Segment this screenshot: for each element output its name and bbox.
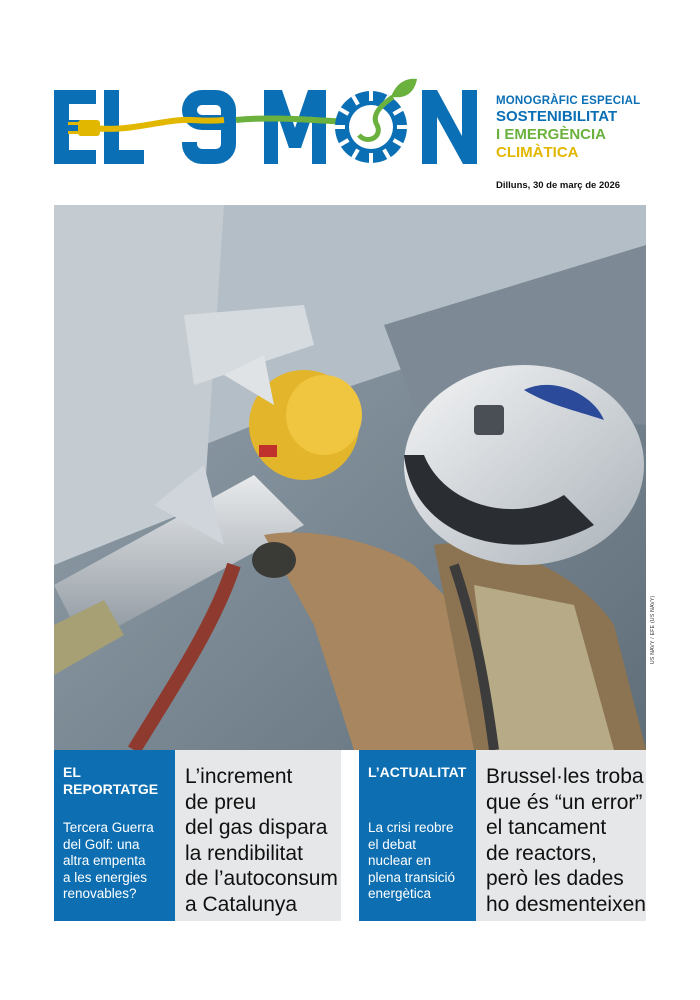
headline-line: de reactors,: [486, 841, 597, 865]
photo-credit: US NAVY / EFE (US NAVY): [650, 595, 656, 664]
actualitat-headline: [486, 764, 646, 917]
headline-line: a Catalunya: [185, 892, 298, 916]
reportatge-sub-line: del Golf: una: [63, 836, 140, 852]
headline-line: la rendibilitat: [185, 841, 303, 865]
headline-line: del gas dispara: [185, 816, 328, 839]
reportatge-sub-line: renovables?: [63, 886, 137, 901]
actualitat-label: L’ACTUALITAT: [368, 764, 467, 780]
actualitat-sub-line: nuclear en: [368, 853, 432, 868]
actualitat-sub-line: energètica: [368, 886, 432, 901]
reportatge-label: [63, 764, 158, 798]
reportatge-subtitle: [63, 820, 154, 903]
headline-line: però les dades: [486, 867, 624, 890]
reportatge-headline-box[interactable]: [175, 750, 341, 921]
reportatge-label-line-1: EL: [63, 764, 81, 780]
reportatge-sub-line: Tercera Guerra: [63, 820, 154, 835]
kicker-line-4: CLIMÀTICA: [496, 144, 579, 161]
reportatge-label-line-2: REPORTATGE: [63, 781, 159, 797]
reportatge-box[interactable]: [54, 750, 175, 921]
headline-line: de preu: [185, 790, 257, 814]
photo-illustration: [54, 205, 646, 750]
actualitat-box[interactable]: [359, 750, 476, 921]
headline-line: ho desmenteixen: [486, 892, 646, 916]
actualitat-sub-line: La crisi reobre: [368, 820, 454, 835]
kicker-line-2: SOSTENIBILITAT: [496, 108, 618, 125]
kicker-line-1: MONOGRÀFIC ESPECIAL: [496, 95, 641, 107]
actualitat-sub-line: plena transició: [368, 869, 456, 885]
reportatge-sub-line: altra empenta: [63, 853, 146, 868]
reportatge-headline: [185, 764, 338, 917]
actualitat-sub-line: el debat: [368, 836, 417, 852]
headline-line: L’increment: [185, 765, 293, 788]
actualitat-subtitle: [368, 820, 455, 903]
headline-line: el tancament: [486, 816, 607, 839]
issue-date: Dilluns, 30 de març de 2026: [496, 180, 621, 191]
masthead: [54, 62, 474, 170]
cover-photo: [54, 205, 646, 750]
masthead-kicker: [496, 94, 686, 162]
reportatge-sub-line: a les energies: [63, 869, 148, 885]
headline-line: de l’autoconsum: [185, 867, 338, 890]
kicker-line-3: I EMERGÈNCIA: [496, 126, 607, 143]
headline-line: Brussel·les troba: [486, 765, 644, 788]
headline-line: que és “un error”: [486, 790, 643, 814]
logo-el-9-mon: [54, 62, 484, 172]
actualitat-headline-box[interactable]: [476, 750, 646, 921]
